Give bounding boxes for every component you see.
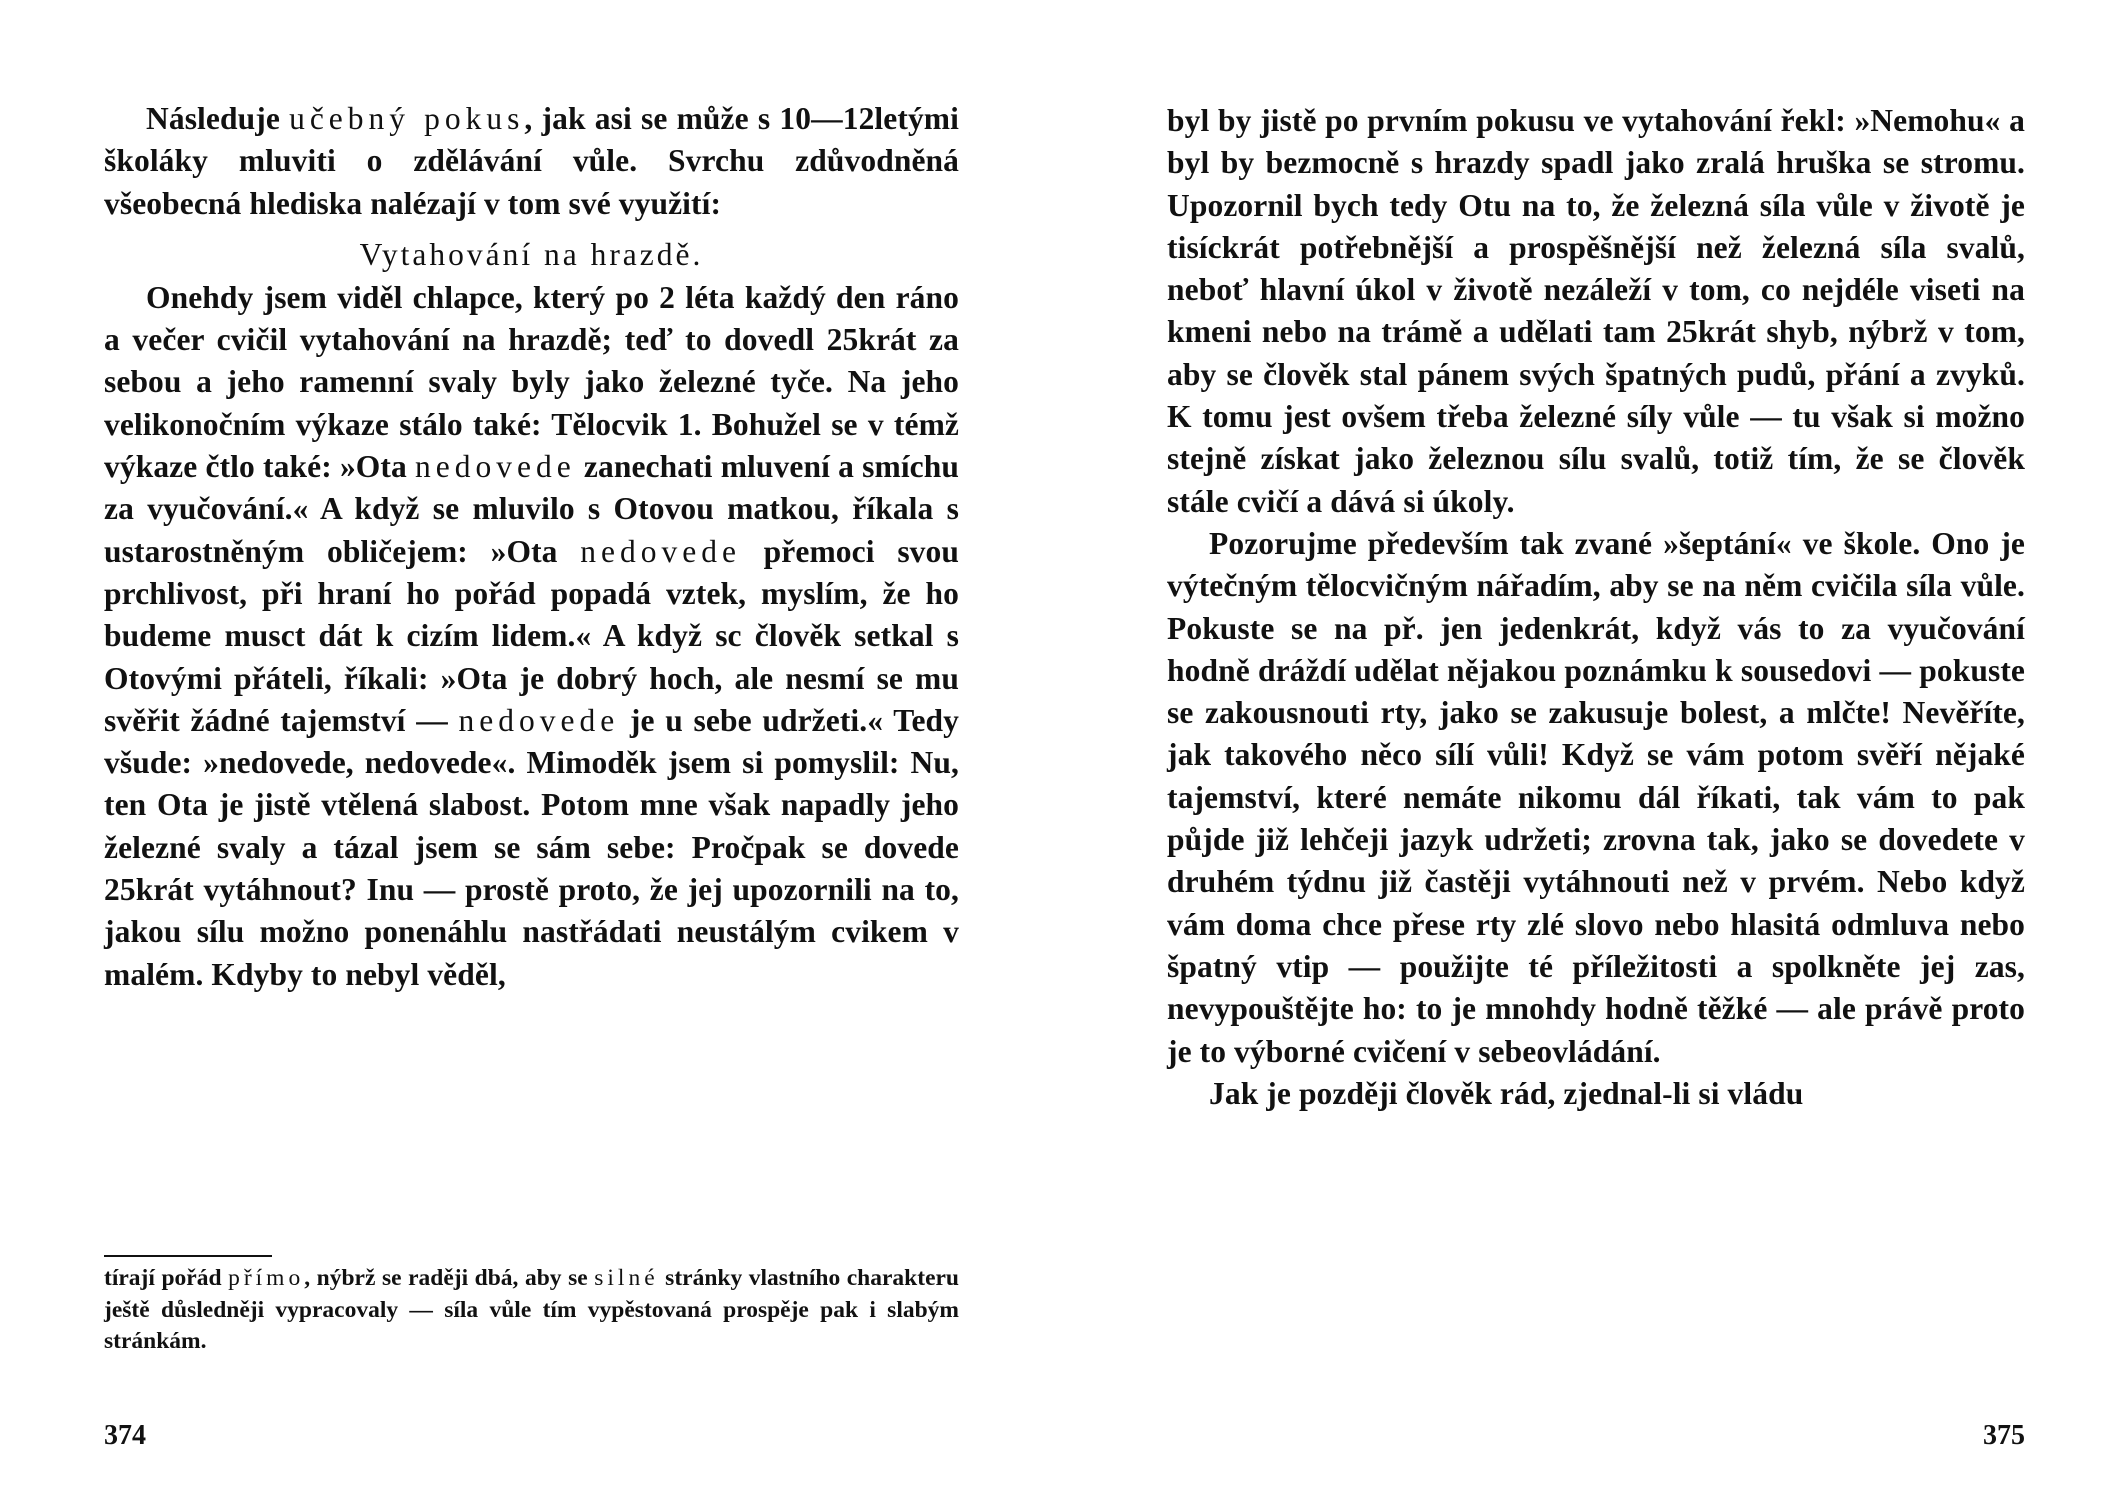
footnote — [104, 1263, 959, 1358]
story-text-a: Onehdy jsem viděl chlapce, který po 2 léta každý den ráno a večer cvičil vytahování na hrazdě; teď to dovedl 25krát za sebou a jeho ramenní svaly byly jako železné tyče. Na jeho velikonočním výkaze stálo také: Tělocvik 1. Bohužel se v témž výkaze čtlo také: »Ota — [104, 279, 959, 485]
right-text-column — [1167, 100, 2025, 1115]
intro-emphasis-text: učebný pokus — [289, 101, 525, 136]
footnote-emphasis-1: přímo — [228, 1265, 305, 1291]
footnote-text-b: , nýbrž se raději dbá, aby se — [304, 1265, 595, 1291]
left-text-column — [104, 98, 959, 996]
story-emphasis-3: nedovede — [458, 702, 620, 738]
left-paragraph-story — [104, 277, 959, 996]
right-page-number: 375 — [1983, 1420, 2025, 1451]
right-paragraph-continuation: byl by jistě po prvním pokusu ve vytahování řekl: »Nemohu« a byl by bezmocně s hrazdy spadl jako zralá hruška se stromu. Upozornil bych tedy Otu na to, že železná síla vůle v životě je tisíckrát potřebnější a prospěšnější než železná síla svalů, neboť hlavní úkol v životě nezáleží v tom, co nejdéle viseti na kmeni nebo na trámě a udělati tam 25krát shyb, nýbrž v tom, aby se člověk stal pánem svých špatných pudů, přání a zvyků. K tomu jest ovšem třeba železné síly vůle — tu však si možno stejně získat jako železnou sílu svalů, totiž tím, že se člověk stále cvičí a dává si úkoly. — [1167, 103, 2025, 519]
right-paragraph-closing: Jak je později člověk rád, zjednal-li si vládu — [1209, 1075, 1804, 1111]
left-page-number: 374 — [104, 1420, 146, 1451]
footnote-text-c: stránky vlastního charakteru ještě důsledněji vypracovaly — síla vůle tím vypěstovaná prospěje pak i slabým stránkám. — [104, 1265, 959, 1355]
right-page — [1052, 0, 2104, 1500]
intro-lead-text: Následuje — [146, 101, 290, 136]
footnote-text-a: tírají pořád — [104, 1265, 229, 1291]
intro-rest-text: , jak asi se může s 10—12letými školáky mluviti o zdělávání vůle. Svrchu zdůvodněná všeobecná hlediska nalézají v tom své využití: — [104, 101, 959, 221]
left-paragraph-intro — [104, 98, 959, 225]
story-text-b: zanechati mluvení a smíchu za vyučování.« A když se mluvilo s Otovou matkou, říkala s ustarostněným obličejem: »Ota — [104, 449, 959, 569]
footnote-emphasis-2: silné — [594, 1265, 659, 1291]
story-text-c: přemoci svou prchlivost, při hraní ho pořád popadá vztek, myslím, že ho budeme musct dát k cizím lidem.« A když sc člověk setkal s Otovými přáteli, říkali: »Ota je dobrý hoch, ale nesmí se mu svěřit žádné tajemství — — [104, 533, 959, 738]
story-emphasis-1: nedovede — [415, 449, 576, 485]
story-text-d: je u sebe udržeti.« Tedy všude: »nedovede, nedovede«. Mimoděk jsem si pomyslil: Nu, ten Ota je jistě vtělená slabost. Potom mne však napadly jeho železné svaly a tázal jsem se sám sebe: Pročpak se dovede 25krát vytáhnout? Inu — prostě proto, že jej upozornili na to, jakou sílu možno ponenáhlu nastřádati neustálým cvikem v malém. Kdyby to nebyl věděl, — [104, 702, 959, 992]
footnote-divider — [104, 1255, 272, 1257]
story-emphasis-2: nedovede — [580, 533, 741, 569]
right-paragraph-whispering: Pozorujme především tak zvané »šeptání« ve škole. Ono je výtečným tělocvičným nářadím, aby se na něm cvičila síla vůle. Pokuste se na př. jen jedenkrát, když vás to za vyučování hodně dráždí udělat nějakou poznámku k sousedovi — pokuste se zakousnouti rty, jako se zakusuje bolest, a mlčte! Nevěříte, jak takového něco sílí vůli! Když se vám potom svěří nějaké tajemství, které nemáte nikomu dál říkati, tak vám to pak půjde již lehčeji jazyk udržeti; zrovna tak, jako se dovedete v druhém týdnu již častěji vytáhnouti než v prvém. Nebo když vám doma chce přese rty zlé slovo nebo hlasitá odmluva nebo špatný vtip — použijte té příležitosti a spolkněte jej zas, nevypouštějte ho: to je mnohdy hodně těžké — ale právě proto je to výborné cvičení v sebeovládání. — [1167, 525, 2025, 1069]
section-heading: Vytahování na hrazdě. — [359, 236, 704, 272]
